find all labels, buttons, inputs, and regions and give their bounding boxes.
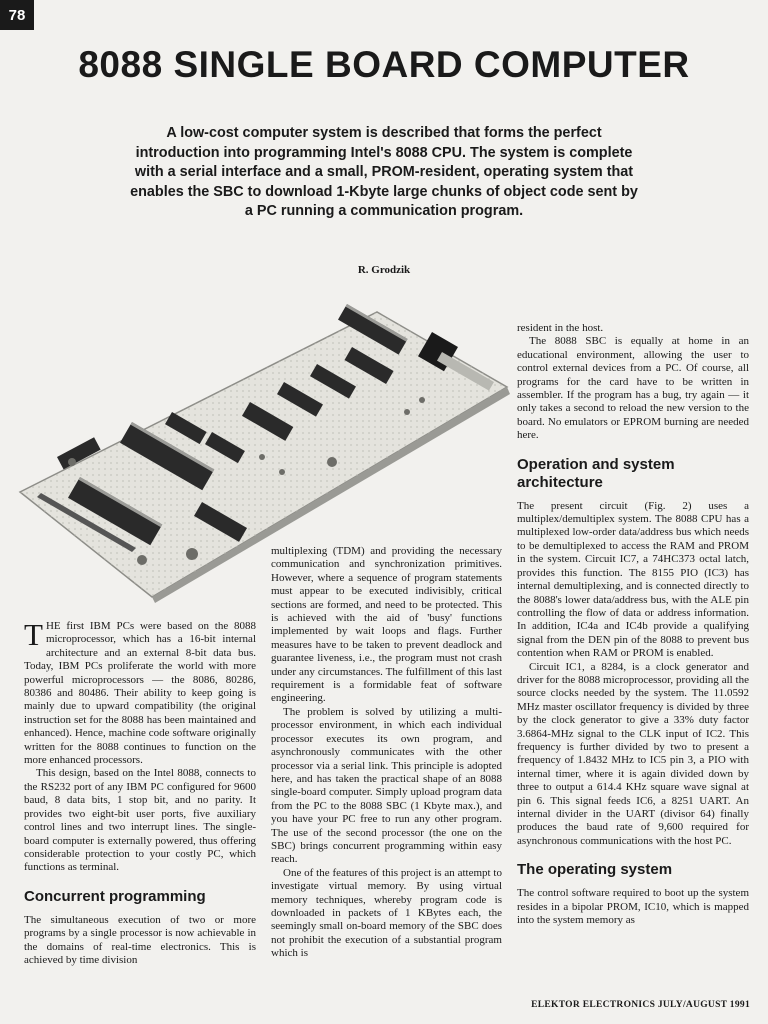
col2-paragraph-1: multiplexing (TDM) and providing the necessary communication and synchronization primitives. However, where a sequence of program statements must appear to be executed indivisibly, critical sections are formed, and need to be protected. This is achieved with the aid of 'busy' functions implemented by wait loops and flags. Further measures have to be taken to prevent deadlock and guarantee liveness, i.e., the program must not crash under any circumstances. The fulfillment of this last requirement is a formidable feat of software engineering. (271, 545, 502, 705)
col2-paragraph-3: One of the features of this project is an attempt to investigate virtual memory. By using virtual memory techniques, whereby program code is downloaded in packets of 1 KBytes each, the seemingly small on-board memory of the SBC does not prohibit the execution of a substantial program which is (271, 866, 502, 960)
col3-paragraph-5: The control software required to boot up the system resides in a bipolar PROM, IC10, which is mapped into the system memory as (517, 887, 749, 927)
page-footer: ELEKTOR ELECTRONICS JULY/AUGUST 1991 (531, 1000, 750, 1010)
heading-concurrent-programming: Concurrent programming (24, 887, 206, 905)
col3-paragraph-2: The 8088 SBC is equally at home in an educational environment, allowing the user to control external devices from a PC. Of course, all programs for the card have to be written in assembler. If the program has a bug, try again — it only takes a second to reload the new version to the board. No emulators or EPROM burning are needed here. (517, 335, 749, 442)
drop-cap: T (24, 617, 43, 652)
heading-operating-system: The operating system (517, 861, 673, 879)
column-1 (24, 617, 256, 967)
heading-operation-architecture: Operation and system architecture (517, 455, 675, 491)
col3-paragraph-3: The present circuit (Fig. 2) uses a multiplex/demultiplex system. The 8088 CPU has a multiplexed low-order data/address bus which needs to be demultiplexed to access the RAM and PROM in the system. Circuit IC7, a 74HC373 octal latch, provides this function. The 8155 PIO (IC3) has internal demultiplexing, and is connected directly to the 8088's lower data/address bus, with the ALE pin controlling the flow of data or address information. In addition, IC4a and IC4b provide a qualifying signal from the DEN pin of the 8088 to prevent bus contention when RAM or PROM is enabled. (517, 499, 749, 660)
col2-paragraph-2: The problem is solved by utilizing a multi-processor environment, in which each individual processor executes its own program, and asynchronously communicates with the other processor via a serial link. This principle is adopted here, and has taken the practical shape of an 8088 single-board computer. Simply upload program data from the PC to the 8088 SBC (1 Kbyte max.), and you have your PC free to run any other program. The use of the second processor (the one on the SBC) brings concurrent programming within easy reach. (271, 705, 502, 866)
col3-paragraph-4: Circuit IC1, a 8284, is a clock generator and driver for the 8088 microprocessor, providing all the source clocks needed by the system. The 11.0592 MHz master oscillator frequency is divided by three by the clock generator to give a 33% duty factor 3.6864-MHz signal to the CLK input of IC2. This frequency is further divided by two to present a frequency of 1.8432 MHz to IC5 pin 3, a PIO with internal timer, where it is again divided down by three to output a 614.4 KHz square wave signal at pin 6. This signal feeds IC6, a 8251 UART. An internal divider in the UART (divisor 64) finally produces the baud rate of 9,600 required for asynchronous communications with the host PC. (517, 660, 749, 847)
article-title: 8088 SINGLE BOARD COMPUTER (78, 44, 690, 85)
column-2 (271, 545, 502, 961)
page-number: 78 (0, 0, 34, 30)
article-intro: A low-cost computer system is described that forms the perfect introduction into programming Intel's 8088 CPU. The system is complete with a serial interface and a small, PROM-resident, operating system that enables the SBC to download 1-Kbyte large chunks of object code sent by a PC running a communication program. (130, 125, 638, 219)
col3-paragraph-1: resident in the host. (517, 322, 604, 334)
col1-paragraph-2: This design, based on the Intel 8088, connects to the RS232 port of any IBM PC configured for 9600 baud, 8 data bits, 1 stop bit, and no parity. It provides two eight-bit user ports, five auxiliary control lines and two interrupt lines. The single-board computer is externally powered, thus offering considerable protection to your costly PC, which functions as terminal. (24, 767, 256, 874)
column-3 (517, 322, 749, 927)
col1-paragraph-1: HE first IBM PCs were based on the 8088 microprocessor, which has a 16-bit internal architecture and an external 8-bit data bus. Today, IBM PCs proliferate the world with more powerful microprocessors — the 8086, 80286, 80386 and 80486. Their ability to keep going is mainly due to upward compatibility (the original instruction set for the 8088 has been maintained and enhanced). Hence, machine code software originally written for the 8088 continues to function on the more enhanced processors. (24, 620, 256, 767)
col1-paragraph-3: The simultaneous execution of two or more programs by a single processor is now achievable in the domains of real-time electronics. This is achieved by time division (24, 913, 256, 966)
author-byline: R. Grodzik (357, 264, 411, 276)
